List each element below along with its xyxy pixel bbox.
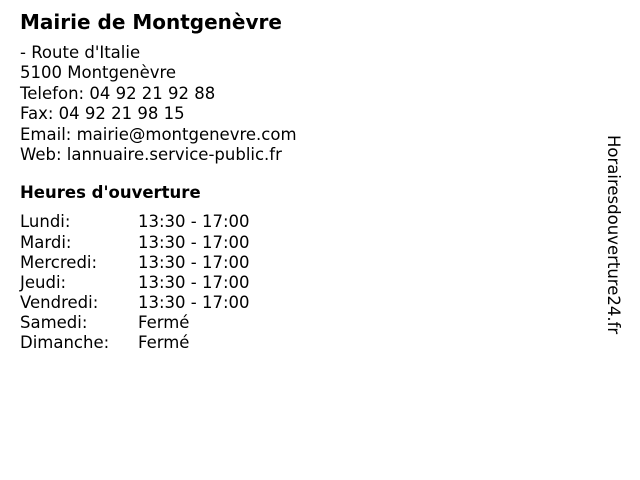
hours-row-monday [20, 212, 580, 232]
hours-row-tuesday [20, 233, 580, 253]
day-label: Lundi: [20, 212, 71, 232]
website: Web: lannuaire.service-public.fr [20, 145, 282, 165]
hours-row-saturday [20, 313, 580, 333]
time-value: Fermé [138, 312, 190, 332]
address-street: - Route d'Italie [20, 43, 141, 62]
opening-hours-table [20, 212, 580, 353]
email-address: Email: mairie@montgenevre.com [20, 124, 297, 144]
phone-number: Telefon: 04 92 21 92 88 [20, 83, 216, 103]
time-value: 13:30 - 17:00 [138, 232, 250, 252]
hours-row-thursday [20, 273, 580, 293]
business-card [20, 10, 580, 353]
business-name: Mairie de Montgenèvre [20, 10, 282, 34]
day-label: Samedi: [20, 312, 88, 332]
hours-row-wednesday [20, 253, 580, 273]
hours-row-sunday [20, 333, 580, 353]
time-value: 13:30 - 17:00 [138, 292, 250, 312]
time-value: 13:30 - 17:00 [138, 212, 250, 232]
address-city: 5100 Montgenèvre [20, 63, 177, 83]
hours-row-friday [20, 293, 580, 313]
site-watermark: Horairesdouverture24.fr [604, 135, 623, 335]
day-label: Mardi: [20, 232, 72, 252]
fax-number: Fax: 04 92 21 98 15 [20, 104, 185, 124]
day-label: Jeudi: [20, 272, 67, 292]
opening-hours-title: Heures d'ouverture [20, 183, 201, 203]
day-label: Mercredi: [20, 252, 98, 272]
time-value: 13:30 - 17:00 [138, 252, 250, 272]
time-value: 13:30 - 17:00 [138, 272, 250, 292]
day-label: Vendredi: [20, 292, 99, 312]
time-value: Fermé [138, 333, 190, 352]
day-label: Dimanche: [20, 333, 110, 352]
